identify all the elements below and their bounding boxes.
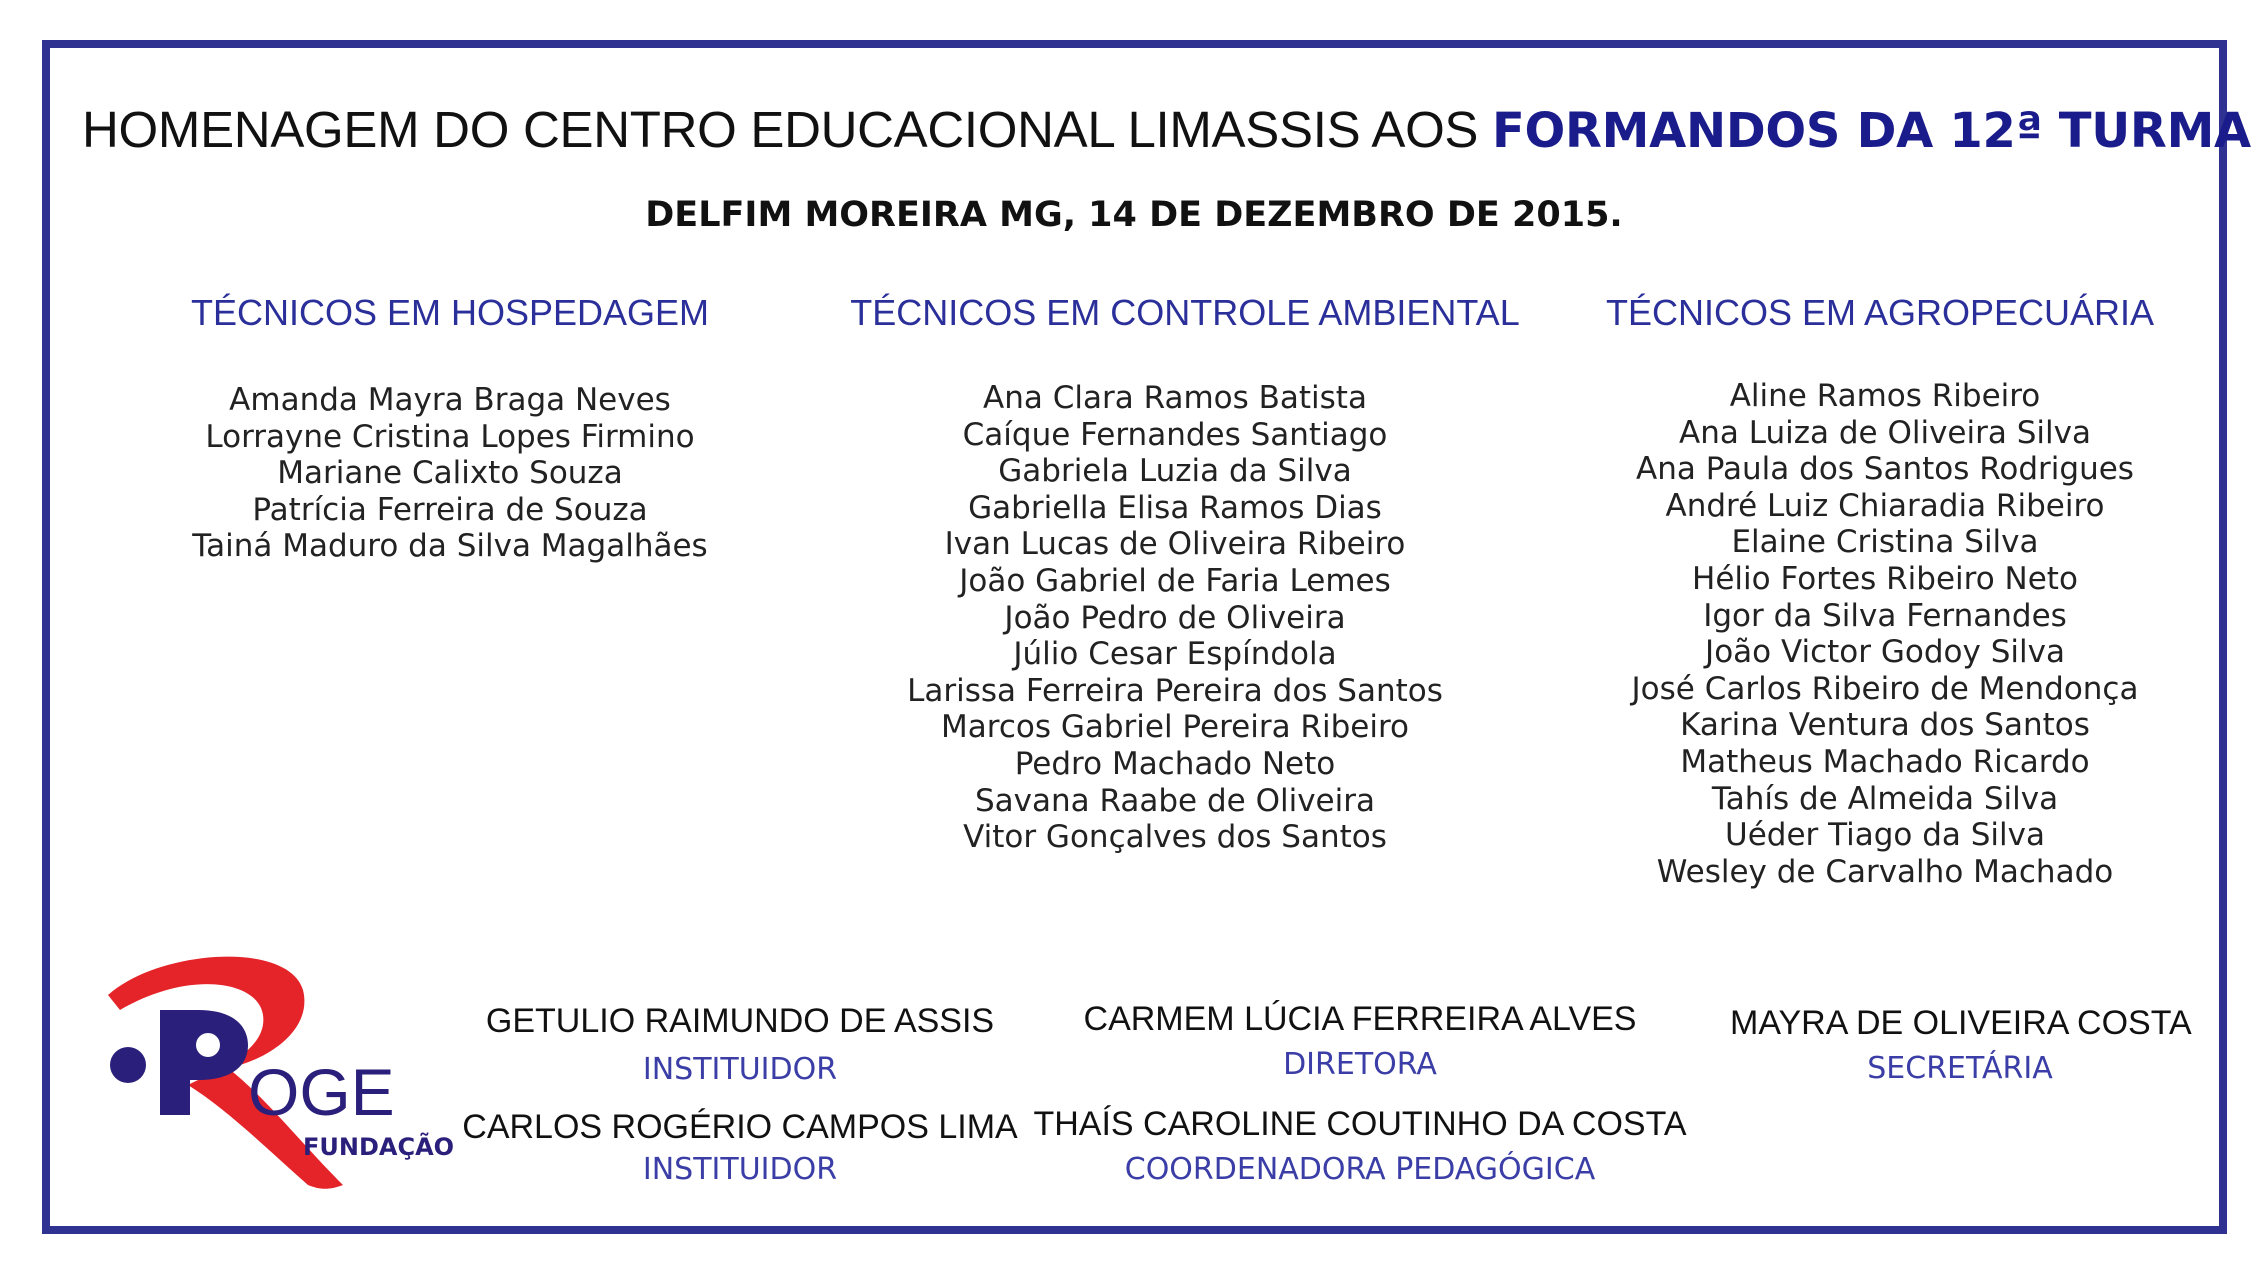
page-subtitle: DELFIM MOREIRA MG, 14 DE DEZEMBRO DE 2015. (645, 195, 1623, 235)
list-item: João Victor Godoy Silva (1705, 634, 2065, 671)
title-prefix: HOMENAGEM DO CENTRO EDUCACIONAL LIMASSIS AOS (82, 101, 1479, 158)
list-item: André Luiz Chiaradia Ribeiro (1665, 487, 2105, 524)
list-item: José Carlos Ribeiro de Mendonça (1631, 670, 2139, 707)
list-item: Matheus Machado Ricardo (1680, 743, 2090, 780)
list-item: Ana Luiza de Oliveira Silva (1679, 414, 2091, 451)
signature-name-mayra: MAYRA DE OLIVEIRA COSTA (1730, 1004, 2192, 1042)
list-item: Ivan Lucas de Oliveira Ribeiro (944, 526, 1406, 563)
column-heading-hospedagem: TÉCNICOS EM HOSPEDAGEM (190, 292, 710, 333)
list-item: Patrícia Ferreira de Souza (252, 491, 648, 528)
signature-role-thais: COORDENADORA PEDAGÓGICA (1124, 1152, 1596, 1187)
list-item: Gabriella Elisa Ramos Dias (968, 489, 1382, 526)
signature-role-getulio: INSTITUIDOR (642, 1052, 838, 1087)
title-highlight: FORMANDOS DA 12ª TURMA (1492, 103, 2251, 159)
list-item: Hélio Fortes Ribeiro Neto (1692, 560, 2078, 597)
list-item: Karina Ventura dos Santos (1680, 707, 2090, 744)
logo-text-fundacao: FUNDAÇÃO (303, 1133, 455, 1161)
page-title (82, 100, 2251, 159)
list-item: Caíque Fernandes Santiago (962, 416, 1388, 453)
names-list-hospedagem (150, 382, 750, 565)
signature-role-carmem: DIRETORA (1283, 1047, 1437, 1082)
signature-role-mayra: SECRETÁRIA (1867, 1051, 2053, 1086)
list-item: João Gabriel de Faria Lemes (959, 562, 1391, 599)
list-item: Elaine Cristina Silva (1731, 524, 2039, 561)
names-list-agropecuaria (1585, 378, 2185, 890)
column-heading-controle-ambiental: TÉCNICOS EM CONTROLE AMBIENTAL (850, 292, 1520, 333)
list-item: Ana Clara Ramos Batista (983, 380, 1367, 416)
list-item: Vitor Gonçalves dos Santos (963, 819, 1387, 856)
logo-text-oge: OGE (248, 1055, 395, 1129)
signature-name-carmem: CARMEM LÚCIA FERREIRA ALVES (1083, 1000, 1637, 1038)
list-item: Igor da Silva Fernandes (1703, 597, 2067, 634)
signature-name-carlos: CARLOS ROGÉRIO CAMPOS LIMA (462, 1108, 1018, 1146)
list-item: Uéder Tiago da Silva (1725, 817, 2045, 854)
list-item: Pedro Machado Neto (1014, 745, 1336, 782)
list-item: Lorrayne Cristina Lopes Firmino (205, 418, 695, 455)
fundacao-roge-logo (98, 950, 455, 1200)
list-item: Ana Paula dos Santos Rodrigues (1636, 451, 2134, 488)
names-list-controle-ambiental (875, 380, 1475, 856)
list-item: Aline Ramos Ribeiro (1729, 378, 2041, 414)
list-item: Tahís de Almeida Silva (1711, 780, 2059, 817)
list-item: Marcos Gabriel Pereira Ribeiro (941, 709, 1409, 746)
signature-name-getulio: GETULIO RAIMUNDO DE ASSIS (485, 1002, 995, 1040)
list-item: Júlio Cesar Espíndola (1013, 636, 1337, 673)
list-item: Savana Raabe de Oliveira (975, 782, 1375, 819)
column-heading-agropecuaria: TÉCNICOS EM AGROPECUÁRIA (1605, 292, 2155, 333)
list-item: Larissa Ferreira Pereira dos Santos (907, 672, 1443, 709)
list-item: Mariane Calixto Souza (277, 455, 623, 492)
list-item: Gabriela Luzia da Silva (998, 453, 1352, 490)
list-item: Amanda Mayra Braga Neves (229, 382, 671, 418)
signature-name-thais: THAÍS CAROLINE COUTINHO DA COSTA (1033, 1105, 1687, 1143)
list-item: João Pedro de Oliveira (1004, 599, 1346, 636)
list-item: Wesley de Carvalho Machado (1656, 853, 2114, 890)
list-item: Tainá Maduro da Silva Magalhães (192, 528, 708, 565)
logo-graphic (98, 950, 455, 1200)
signature-role-carlos: INSTITUIDOR (642, 1152, 838, 1187)
